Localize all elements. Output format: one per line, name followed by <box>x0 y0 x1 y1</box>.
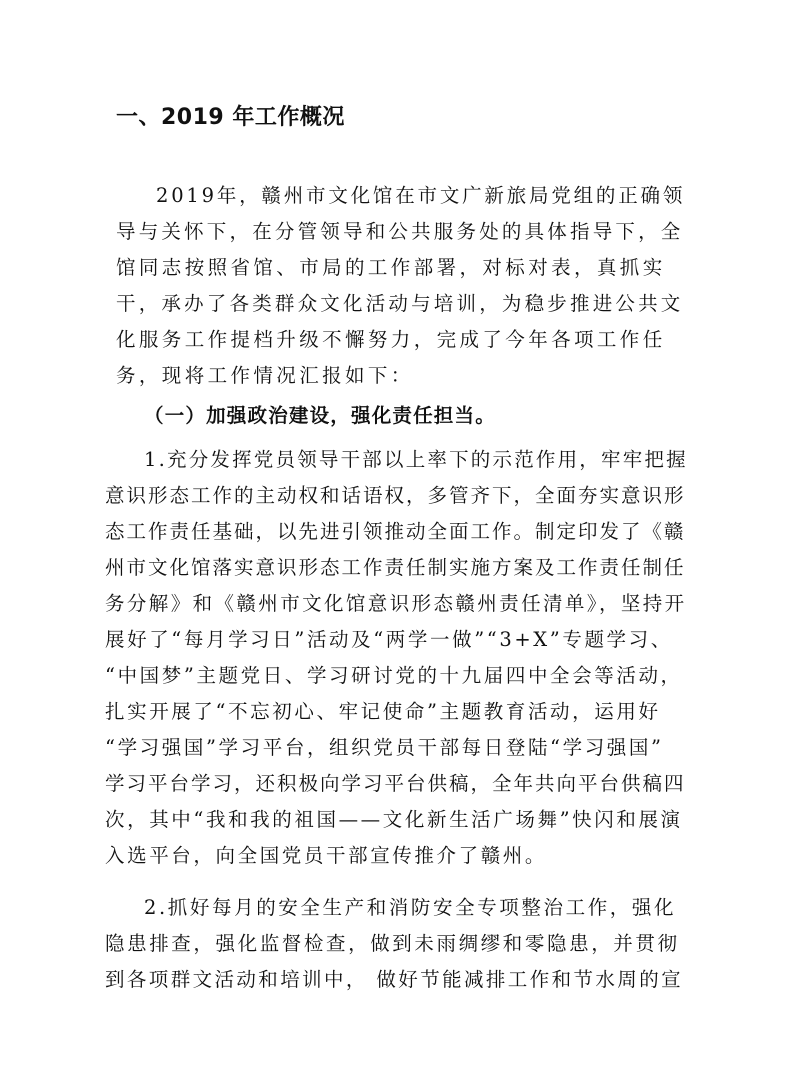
section-heading: 一、2019 年工作概况 <box>116 105 345 130</box>
subsection-heading: （一）加强政治建设，强化责任担当。 <box>144 404 496 427</box>
paragraph-line: “中国梦”主题党日、学习研讨党的十九届四中全会等活动， <box>105 664 683 687</box>
paragraph-line: 2019年，赣州市文化馆在市文广新旅局党组的正确领 <box>156 184 686 207</box>
paragraph-line: 1.充分发挥党员领导干部以上率下的示范作用，牢牢把握 <box>144 448 688 471</box>
paragraph-line: 2.抓好每月的安全生产和消防安全专项整治工作，强化 <box>144 896 677 919</box>
paragraph-line: 入选平台，向全国党员干部宣传推介了赣州。 <box>105 844 548 867</box>
paragraph-line: 学习平台学习，还积极向学习平台供稿，全年共向平台供稿四 <box>105 772 686 795</box>
paragraph-line: 导与关怀下，在分管领导和公共服务处的具体指导下，全 <box>116 220 684 243</box>
paragraph-line: 隐患排查，强化监督检查，做到未雨绸缪和零隐患，并贯彻 <box>105 932 680 955</box>
paragraph-line: 务分解》和《赣州市文化馆意识形态赣州责任清单》，坚持开 <box>105 592 687 615</box>
paragraph-line: 意识形态工作的主动权和话语权，多管齐下，全面夯实意识形 <box>105 484 686 507</box>
paragraph-line: “学习强国”学习平台，组织党员干部每日登陆“学习强国” <box>105 736 664 759</box>
paragraph-line: 态工作责任基础，以先进引领推动全面工作。制定印发了《赣 <box>105 520 686 543</box>
paragraph-line: 次，其中“我和我的祖国——文化新生活广场舞”快闪和展演 <box>105 808 683 831</box>
paragraph-line: 扎实开展了“不忘初心、牢记使命”主题教育活动，运用好 <box>105 700 661 723</box>
paragraph-line: 展好了“每月学习日”活动及“两学一做”“3+X”专题学习、 <box>105 628 673 651</box>
paragraph-line: 到各项群文活动和培训中， 做好节能减排工作和节水周的宣 <box>105 968 683 991</box>
paragraph-line: 州市文化馆落实意识形态工作责任制实施方案及工作责任制任 <box>105 556 686 579</box>
paragraph-line: 务，现将工作情况汇报如下： <box>116 364 414 387</box>
paragraph-line: 馆同志按照省馆、市局的工作部署，对标对表，真抓实 <box>116 256 666 279</box>
paragraph-line: 干，承办了各类群众文化活动与培训，为稳步推进公共文 <box>116 292 684 315</box>
paragraph-line: 化服务工作提档升级不懈努力，完成了今年各项工作任 <box>116 328 666 351</box>
